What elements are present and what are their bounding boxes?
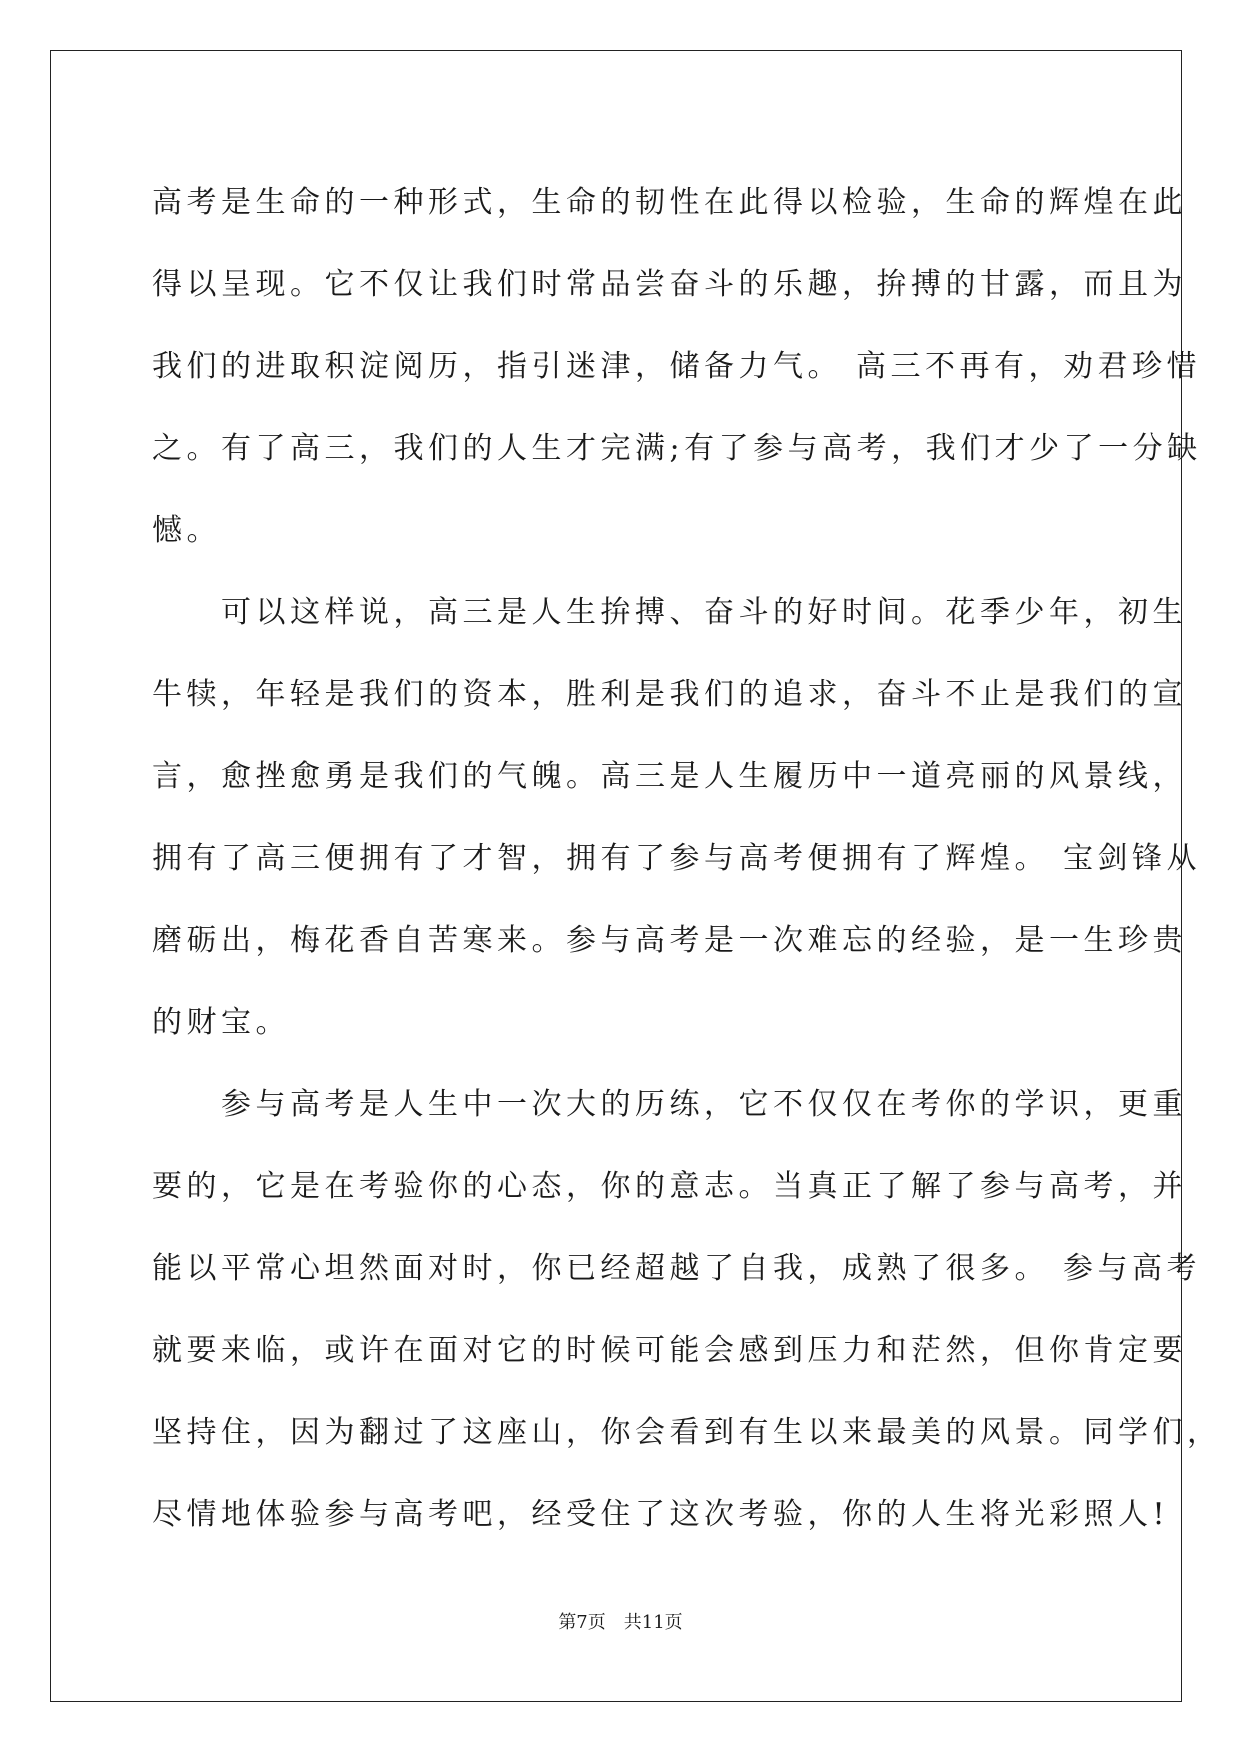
document-body (152, 162, 1222, 1556)
page-number: 第7页 共11页 (558, 1612, 683, 1633)
text-line: 要的，它是在考验你的心态，你的意志。当真正了解了参与高考，并 (152, 1169, 1187, 1204)
text-line: 言，愈挫愈勇是我们的气魄。高三是人生履历中一道亮丽的风景线， (152, 759, 1187, 794)
text-line: 参与高考是人生中一次大的历练，它不仅仅在考你的学识，更重 (152, 1087, 1187, 1122)
paragraph-1 (152, 162, 1202, 572)
text-line: 磨砺出，梅花香自苦寒来。参与高考是一次难忘的经验，是一生珍贵 (152, 923, 1187, 958)
text-line: 拥有了高三便拥有了才智，拥有了参与高考便拥有了辉煌。 宝剑锋从 (152, 841, 1202, 876)
text-line: 憾。 (152, 513, 221, 548)
text-line: 就要来临，或许在面对它的时候可能会感到压力和茫然，但你肯定要 (152, 1333, 1187, 1368)
text-line: 坚持住，因为翻过了这座山，你会看到有生以来最美的风景。同学们， (152, 1415, 1222, 1450)
text-line: 高考是生命的一种形式，生命的韧性在此得以检验，生命的辉煌在此 (152, 185, 1187, 220)
text-line: 牛犊，年轻是我们的资本，胜利是我们的追求，奋斗不止是我们的宣 (152, 677, 1187, 712)
text-line: 得以呈现。它不仅让我们时常品尝奋斗的乐趣，拚搏的甘露，而且为 (152, 267, 1187, 302)
text-line: 的财宝。 (152, 1005, 290, 1040)
paragraph-3 (152, 1064, 1222, 1556)
text-line: 尽情地体验参与高考吧，经受住了这次考验，你的人生将光彩照人! (152, 1497, 1170, 1532)
text-line: 我们的进取积淀阅历，指引迷津，储备力气。 高三不再有，劝君珍惜 (152, 349, 1202, 384)
text-line: 之。有了高三，我们的人生才完满;有了参与高考，我们才少了一分缺 (152, 431, 1202, 466)
page-footer (0, 1608, 1241, 1634)
text-line: 可以这样说，高三是人生拚搏、奋斗的好时间。花季少年，初生 (152, 595, 1187, 630)
paragraph-2 (152, 572, 1202, 1064)
text-line: 能以平常心坦然面对时，你已经超越了自我，成熟了很多。 参与高考 (152, 1251, 1202, 1286)
